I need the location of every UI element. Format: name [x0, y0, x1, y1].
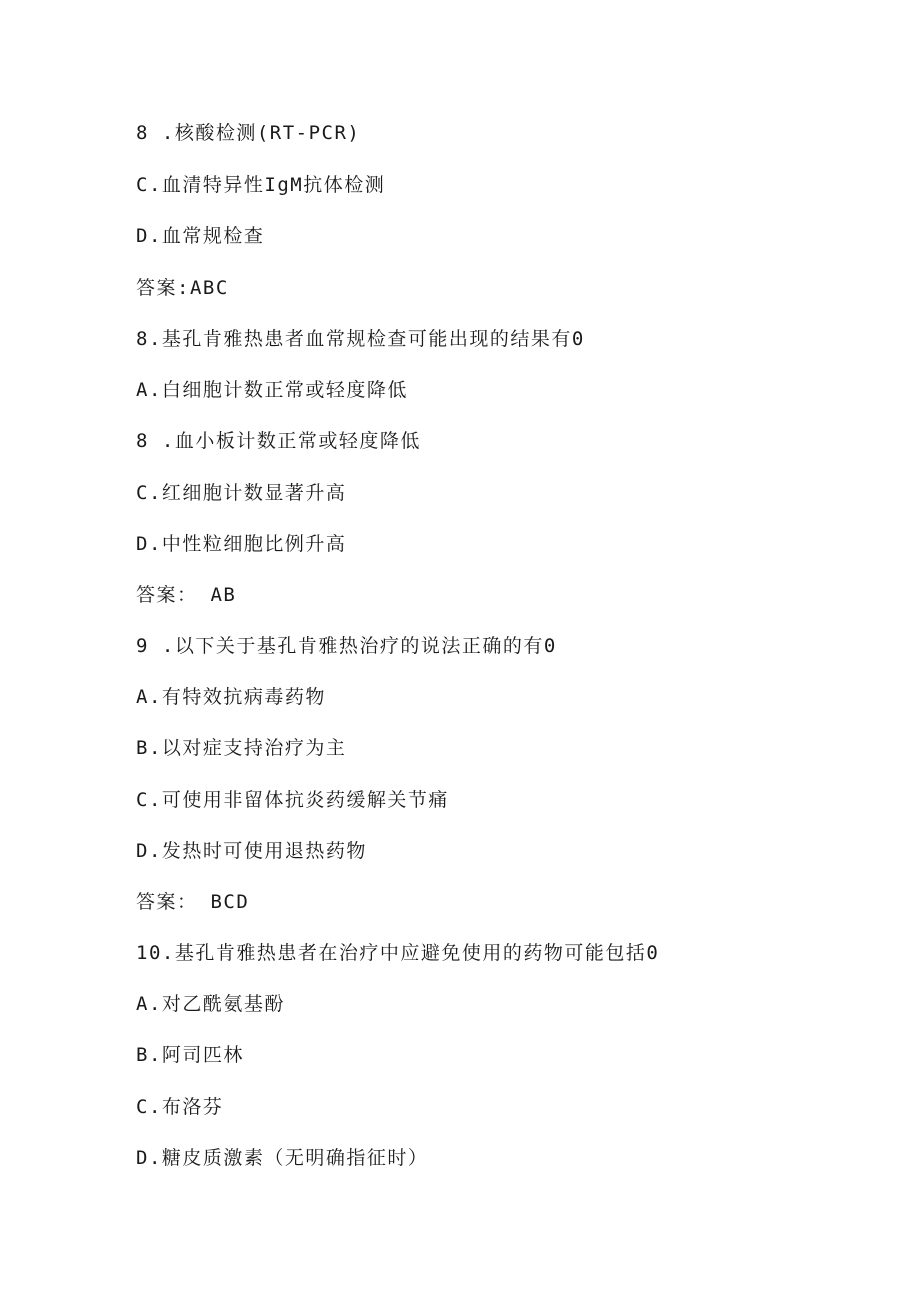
question-9-option-c: C.可使用非留体抗炎药缓解关节痛 [136, 789, 449, 811]
question-10-option-d: D.糖皮质激素（无明确指征时） [136, 1147, 429, 1169]
question-9-answer: 答案： BCD [136, 891, 250, 913]
option-d-line: D.血常规检查 [136, 225, 265, 247]
question-10-line: 10.基孔肯雅热患者在治疗中应避免使用的药物可能包括0 [136, 942, 660, 964]
answer-line: 答案:ABC [136, 277, 229, 299]
question-8-option-b: 8 .血小板计数正常或轻度降低 [136, 430, 421, 452]
option-c-line: C.血清特异性IgM抗体检测 [136, 174, 386, 196]
option-b-line: 8 .核酸检测(RT-PCR) [136, 122, 361, 144]
question-9-option-d: D.发热时可使用退热药物 [136, 840, 367, 862]
question-10-option-a: A.对乙酰氨基酚 [136, 993, 285, 1015]
question-8-answer: 答案： AB [136, 584, 237, 606]
question-10-option-c: C.布洛芬 [136, 1096, 224, 1118]
question-8-option-c: C.红细胞计数显著升高 [136, 482, 347, 504]
question-8-option-a: A.白细胞计数正常或轻度降低 [136, 379, 408, 401]
question-9-option-b: B.以对症支持治疗为主 [136, 737, 347, 759]
question-9-line: 9 .以下关于基孔肯雅热治疗的说法正确的有0 [136, 635, 557, 657]
question-8-line: 8.基孔肯雅热患者血常规检查可能出现的结果有0 [136, 328, 585, 350]
question-9-option-a: A.有特效抗病毒药物 [136, 686, 326, 708]
question-10-option-b: B.阿司匹林 [136, 1044, 244, 1066]
question-8-option-d: D.中性粒细胞比例升高 [136, 533, 347, 555]
